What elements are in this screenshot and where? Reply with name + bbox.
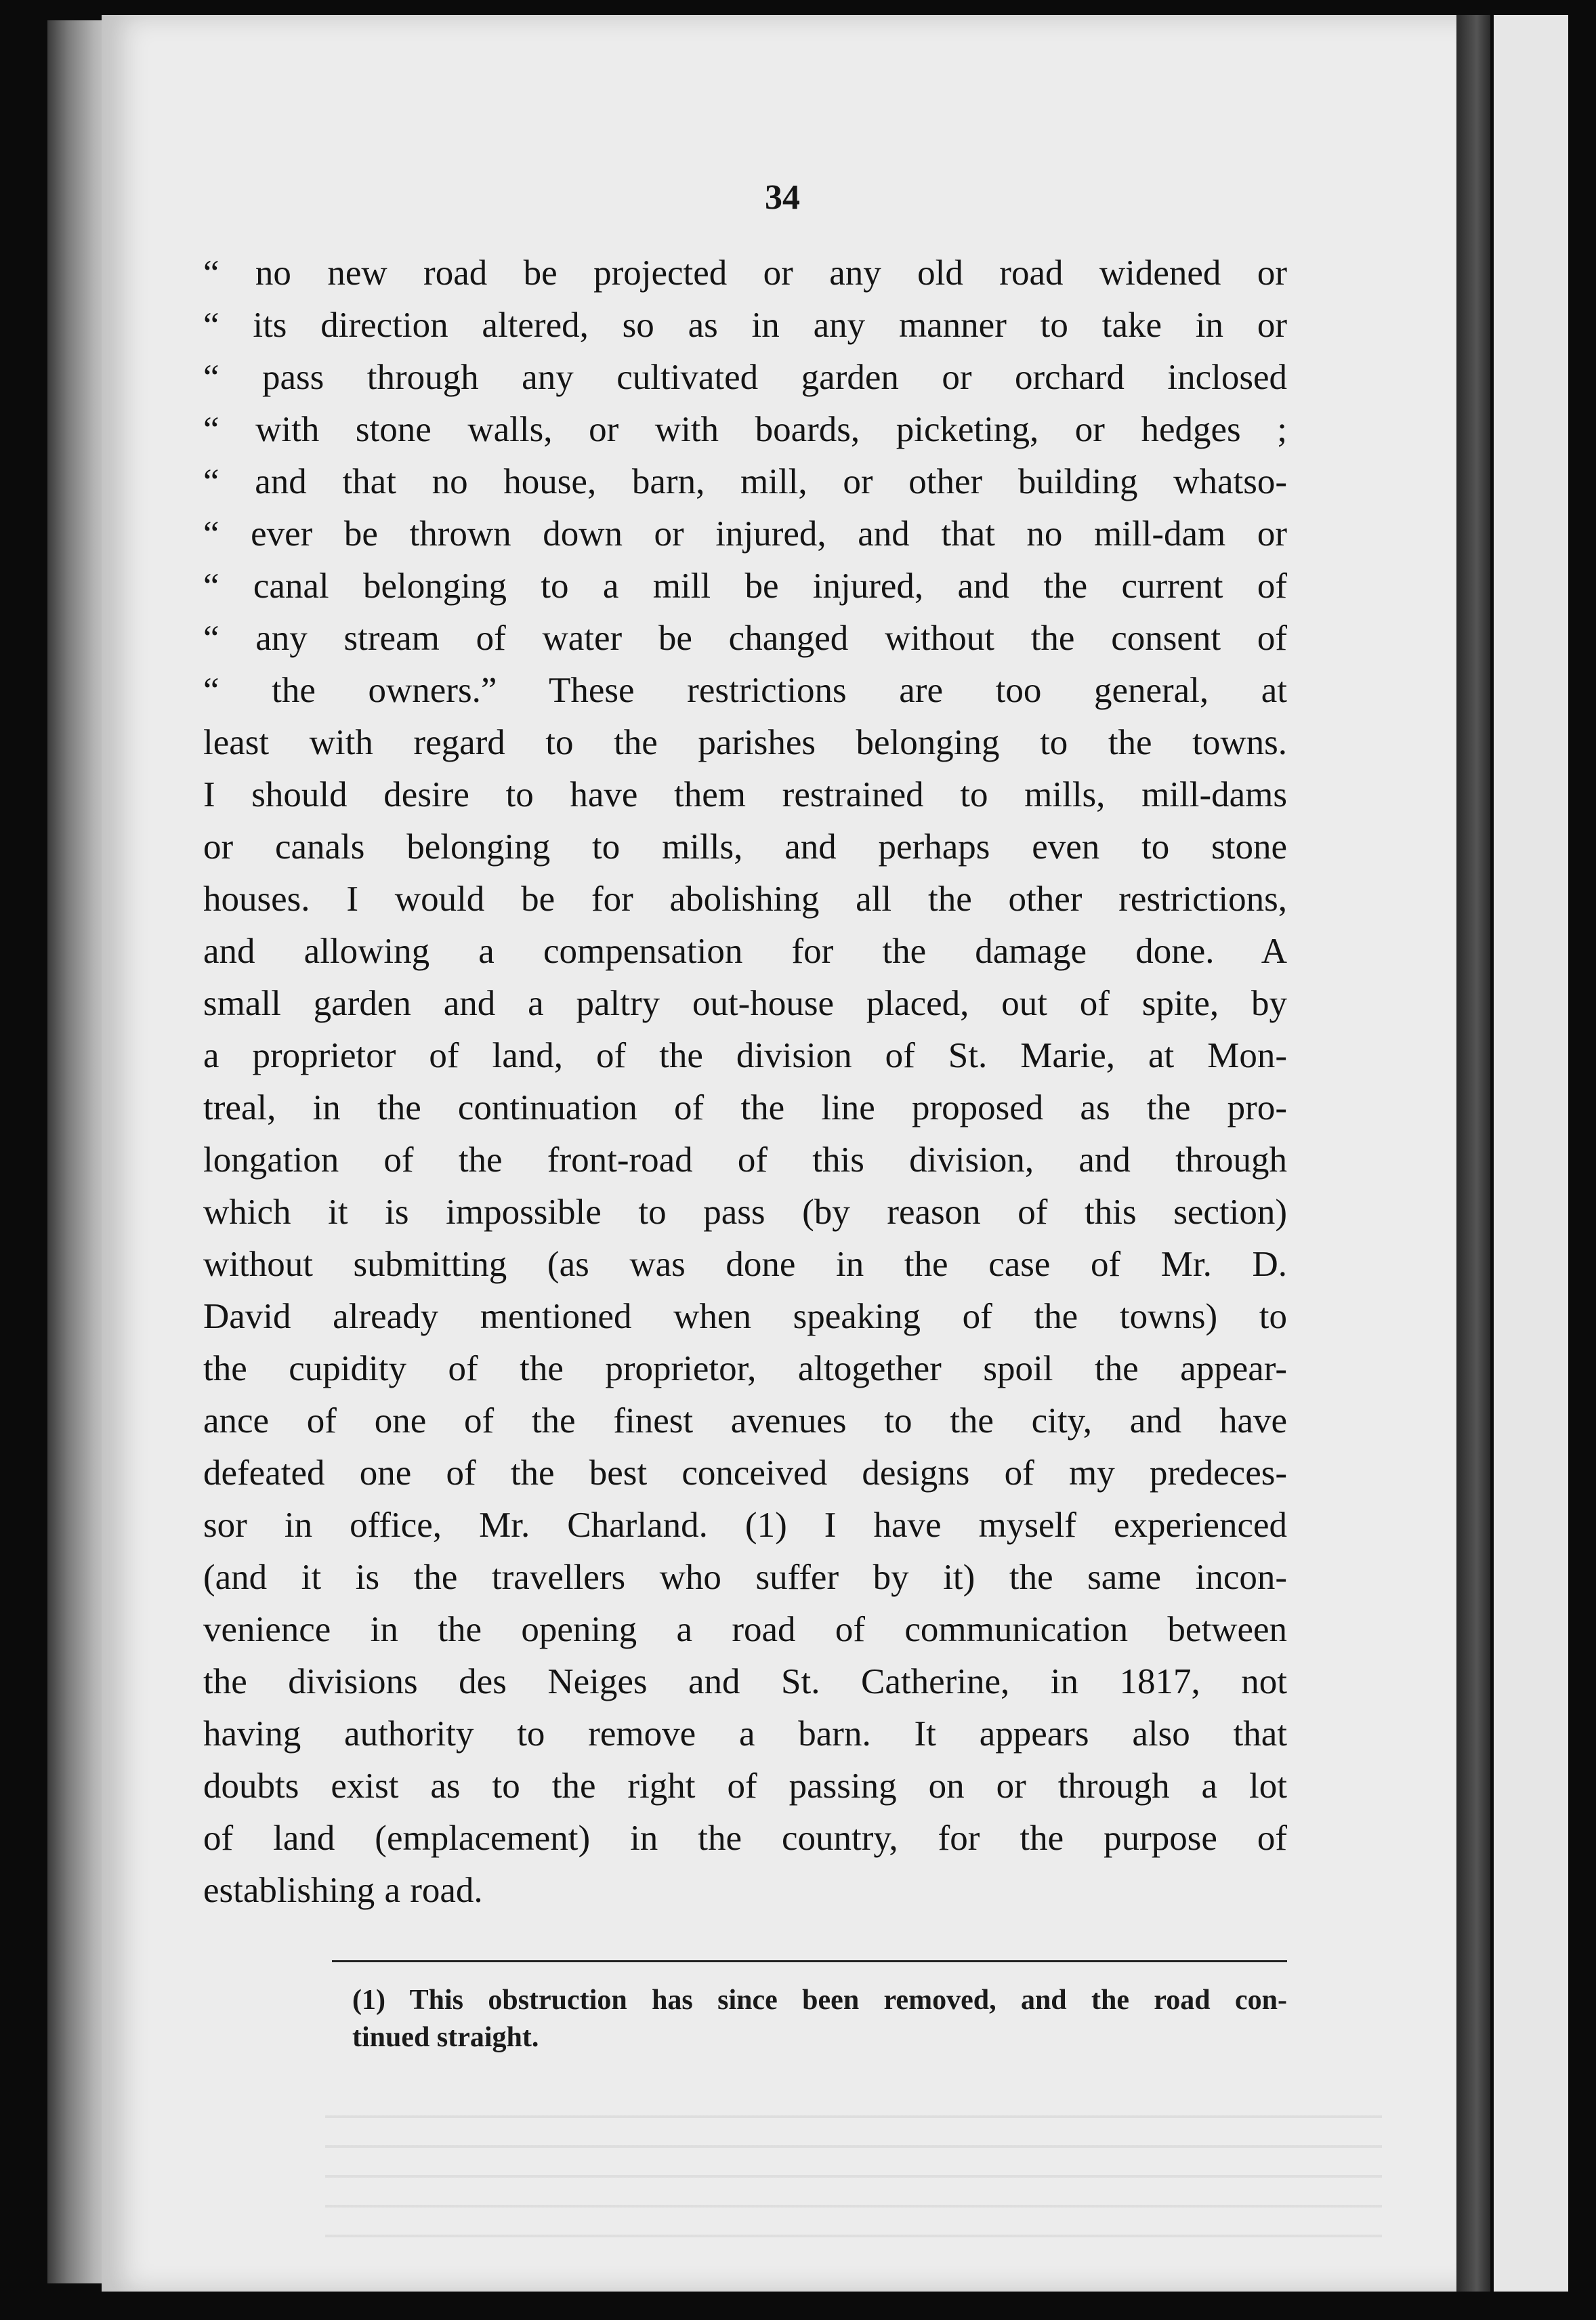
page-number: 34: [765, 178, 800, 217]
text-line: venience in the opening a road of communication between: [203, 1610, 1287, 1649]
text-line: ance of one of the finest avenues to the city, and have: [203, 1401, 1287, 1441]
body-text: [203, 247, 1287, 1917]
text-line: “ and that no house, barn, mill, or other building whatso-: [203, 462, 1287, 501]
text-line: David already mentioned when speaking of the towns) to: [203, 1297, 1287, 1336]
text-line: “ its direction altered, so as in any manner to take in or: [203, 306, 1287, 345]
text-line: a proprietor of land, of the division of St. Marie, at Mon-: [203, 1036, 1287, 1075]
text-line: “ any stream of water be changed without the consent of: [203, 619, 1287, 658]
text-line: “ no new road be projected or any old road widened or: [203, 253, 1287, 293]
text-line: least with regard to the parishes belonging to the towns.: [203, 723, 1287, 762]
facing-page-edge: [1494, 15, 1568, 2292]
text-line: “ with stone walls, or with boards, picketing, or hedges ;: [203, 410, 1287, 449]
book-spine-shadow: [1456, 15, 1490, 2292]
footnote: [352, 1982, 1287, 2056]
text-line: defeated one of the best conceived designs of my predeces-: [203, 1453, 1287, 1493]
text-line: longation of the front-road of this division, and through: [203, 1140, 1287, 1180]
text-line: having authority to remove a barn. It appears also that: [203, 1714, 1287, 1754]
text-line: which it is impossible to pass (by reason of this section): [203, 1193, 1287, 1232]
text-line: houses. I would be for abolishing all the other restrictions,: [203, 879, 1287, 919]
text-line: and allowing a compensation for the damage done. A: [203, 932, 1287, 971]
text-line: I should desire to have them restrained to mills, mill-dams: [203, 775, 1287, 814]
footnote-divider: [332, 1960, 1287, 1962]
footnote-line: tinued straight.: [352, 2022, 539, 2053]
text-line: the divisions des Neiges and St. Catherine, in 1817, not: [203, 1662, 1287, 1701]
text-line: small garden and a paltry out-house placed, out of spite, by: [203, 984, 1287, 1023]
text-line: (and it is the travellers who suffer by it) the same incon-: [203, 1558, 1287, 1597]
text-line: “ pass through any cultivated garden or orchard inclosed: [203, 358, 1287, 397]
show-through-text: [325, 2088, 1382, 2237]
text-line: “ canal belonging to a mill be injured, and the current of: [203, 566, 1287, 606]
text-line: “ ever be thrown down or injured, and that no mill-dam or: [203, 514, 1287, 554]
text-line: without submitting (as was done in the case of Mr. D.: [203, 1245, 1287, 1284]
text-line: of land (emplacement) in the country, for the purpose of: [203, 1819, 1287, 1858]
text-line: “ the owners.” These restrictions are too general, at: [203, 671, 1287, 710]
text-line: or canals belonging to mills, and perhaps even to stone: [203, 827, 1287, 867]
text-line: sor in office, Mr. Charland. (1) I have myself experienced: [203, 1506, 1287, 1545]
text-line: the cupidity of the proprietor, altogether spoil the appear-: [203, 1349, 1287, 1388]
footnote-line: (1) This obstruction has since been removed, and the road con-: [352, 1985, 1287, 2016]
text-line: establishing a road.: [203, 1871, 483, 1910]
text-line: doubts exist as to the right of passing on or through a lot: [203, 1766, 1287, 1806]
text-line: treal, in the continuation of the line proposed as the pro-: [203, 1088, 1287, 1127]
